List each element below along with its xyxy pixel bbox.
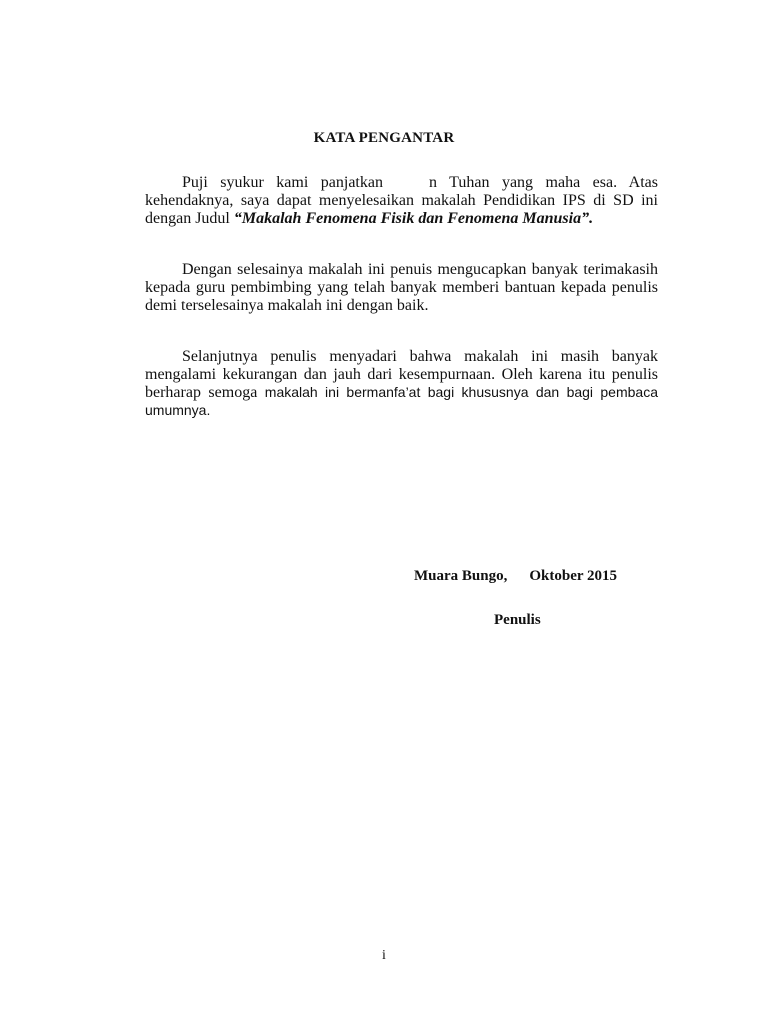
paragraph-gratitude bbox=[145, 174, 658, 228]
signature-place: Muara Bungo, bbox=[414, 568, 508, 584]
paper-title-emphasis: “Makalah Fenomena Fisik dan Fenomena Manusia” bbox=[233, 210, 590, 227]
paragraph-thanks: Dengan selesainya makalah ini penuis mengucapkan banyak terimakasih kepada guru pembimbing yang telah banyak memberi bantuan kepada penulis demi terselesainya makalah ini dengan baik. bbox=[145, 261, 658, 314]
paragraph-closing-main: Selanjutnya penulis menyadari bahwa makalah ini masih banyak mengalami kekurangan dan jauh dari kesempurnaan. Oleh karena itu penulis berharap semoga bbox=[145, 348, 658, 401]
paragraph-closing-tail: makalah ini bermanfa’at bagi khususnya dan bagi pembaca umumnya. bbox=[145, 384, 658, 418]
paragraph-gratitude-part2: n Tuhan yang maha esa. Atas kehendaknya, saya dapat menyelesaikan makalah Pendidikan IPS di SD ini dengan Judul bbox=[145, 174, 658, 227]
signature-writer: Penulis bbox=[494, 612, 541, 628]
paragraph-gratitude-part1: Puji syukur kami panjatkan bbox=[182, 174, 383, 191]
signature-place-date bbox=[414, 568, 617, 585]
page-number: i bbox=[382, 948, 386, 963]
paragraph-gratitude-end: . bbox=[589, 210, 594, 227]
paragraph-closing bbox=[145, 348, 658, 420]
page-title: KATA PENGANTAR bbox=[313, 130, 455, 146]
signature-date: Oktober 2015 bbox=[529, 568, 618, 584]
